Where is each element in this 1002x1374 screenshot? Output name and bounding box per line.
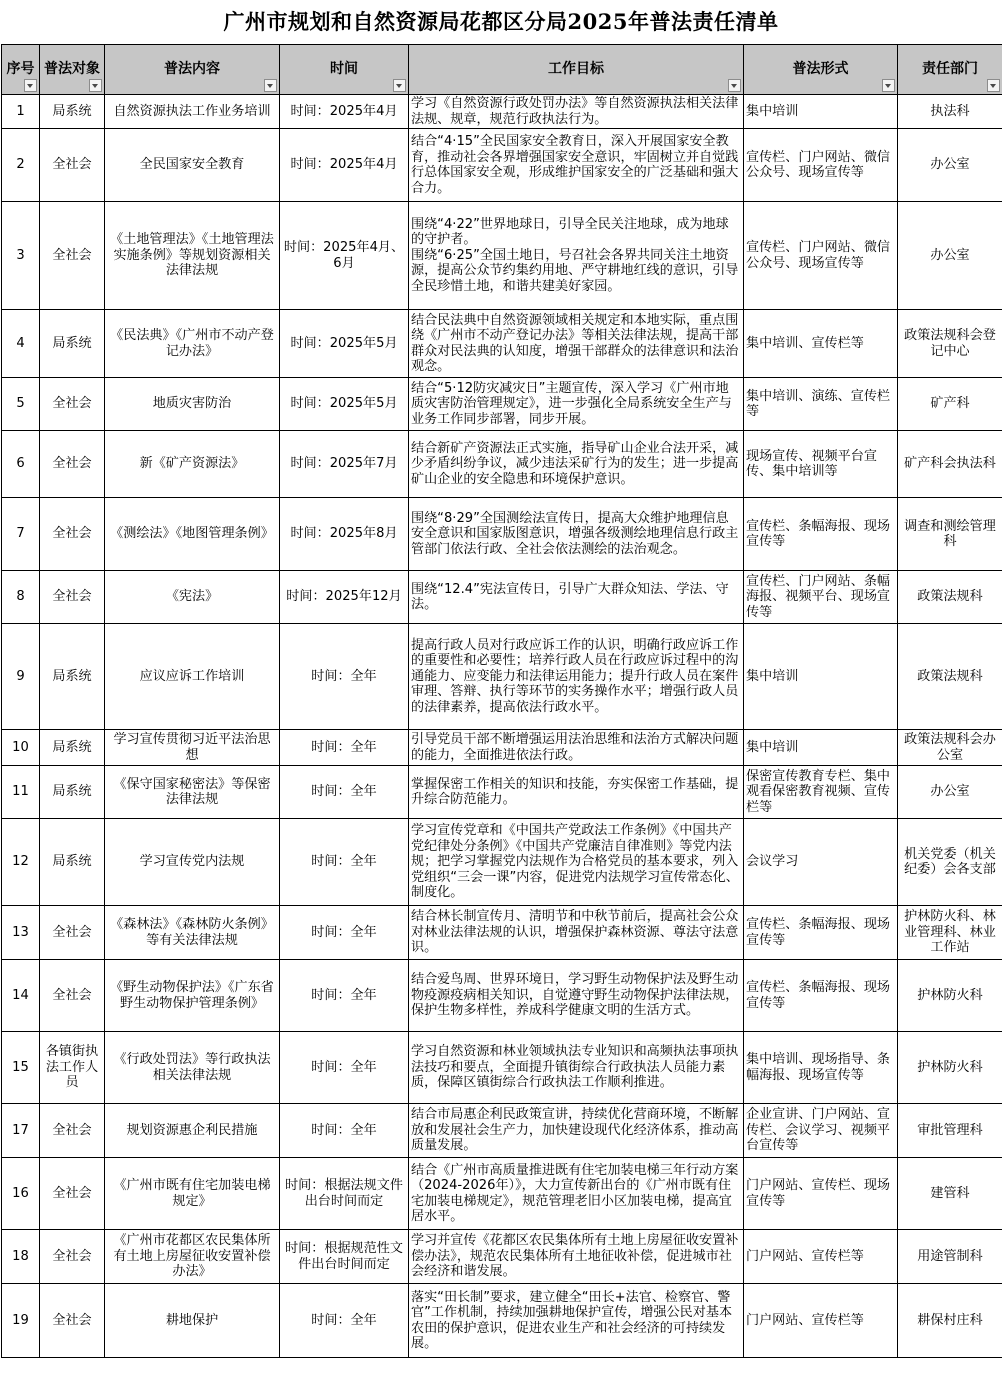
table-row [2, 960, 1002, 1032]
cell-goal: 掌握保密工作相关的知识和技能，夯实保密工作基础，提升综合防范能力。 [409, 766, 744, 819]
cell-time: 时间：全年 [280, 730, 409, 766]
cell-goal: 学习《自然资源行政处罚办法》等自然资源执法相关法律法规、规章，规范行政执法行为。 [409, 95, 744, 129]
cell-goal: 围绕“4·22”世界地球日，引导全民关注地球，成为地球的守护者。 围绕“6·25”全国土地日，号召社会各界共同关注土地资源，提高公众节约集约用地、严守耕地红线的意识，引导全民珍惜土地，和谐共建美好家园。 [409, 202, 744, 310]
cell-form: 宣传栏、门户网站、微信公众号、现场宣传等 [744, 202, 898, 310]
cell-target: 全社会 [40, 960, 105, 1032]
header-target: 普法对象 [40, 45, 105, 95]
cell-target: 全社会 [40, 906, 105, 960]
cell-form: 集中培训 [744, 730, 898, 766]
cell-dept: 办公室 [898, 766, 1002, 819]
cell-target: 局系统 [40, 624, 105, 730]
filter-dropdown-icon[interactable] [393, 79, 406, 92]
cell-goal: 结合“5·12防灾减灾日”主题宣传，深入学习《广州市地质灾害防治管理规定》，进一步强化全局系统安全生产与业务工作同步部署，同步开展。 [409, 378, 744, 431]
cell-no: 16 [2, 1158, 40, 1230]
cell-no: 14 [2, 960, 40, 1032]
cell-form: 门户网站、宣传栏等 [744, 1284, 898, 1358]
header-time: 时间 [280, 45, 409, 95]
table-body [2, 95, 1002, 1358]
cell-form: 会议学习 [744, 819, 898, 906]
cell-no: 13 [2, 906, 40, 960]
cell-no: 3 [2, 202, 40, 310]
cell-content: 新《矿产资源法》 [105, 431, 280, 498]
header-content: 普法内容 [105, 45, 280, 95]
cell-no: 11 [2, 766, 40, 819]
table-row [2, 1104, 1002, 1158]
cell-no: 18 [2, 1230, 40, 1284]
cell-no: 1 [2, 95, 40, 129]
table-row [2, 378, 1002, 431]
cell-content: 地质灾害防治 [105, 378, 280, 431]
cell-no: 17 [2, 1104, 40, 1158]
cell-dept: 审批管理科 [898, 1104, 1002, 1158]
cell-form: 宣传栏、条幅海报、现场宣传等 [744, 906, 898, 960]
cell-content: 《行政处罚法》等行政执法相关法律法规 [105, 1032, 280, 1104]
header-no: 序号 [2, 45, 40, 95]
cell-time: 时间：2025年4月 [280, 129, 409, 202]
cell-time: 时间：全年 [280, 1104, 409, 1158]
cell-dept: 执法科 [898, 95, 1002, 129]
cell-content: 《广州市花都区农民集体所有土地上房屋征收安置补偿办法》 [105, 1230, 280, 1284]
cell-time: 时间：全年 [280, 960, 409, 1032]
table-row [2, 819, 1002, 906]
table-row [2, 571, 1002, 624]
cell-time: 时间：全年 [280, 819, 409, 906]
cell-no: 9 [2, 624, 40, 730]
cell-target: 各镇街执法工作人员 [40, 1032, 105, 1104]
table-row [2, 202, 1002, 310]
cell-goal: 围绕“8·29”全国测绘法宣传日，提高大众维护地理信息安全意识和国家版图意识，增强各级测绘地理信息行政主管部门依法行政、全社会依法测绘的法治观念。 [409, 498, 744, 571]
cell-form: 门户网站、宣传栏、现场宣传等 [744, 1158, 898, 1230]
cell-form: 保密宣传教育专栏、集中观看保密教育视频、宣传栏等 [744, 766, 898, 819]
cell-form: 宣传栏、门户网站、微信公众号、现场宣传等 [744, 129, 898, 202]
cell-no: 6 [2, 431, 40, 498]
cell-time: 时间：全年 [280, 1032, 409, 1104]
cell-target: 全社会 [40, 202, 105, 310]
cell-form: 集中培训、现场指导、条幅海报、现场宣传等 [744, 1032, 898, 1104]
cell-content: 应议应诉工作培训 [105, 624, 280, 730]
cell-goal: 结合新矿产资源法正式实施，指导矿山企业合法开采，减少矛盾纠纷争议，减少违法采矿行为的发生；进一步提高矿山企业的安全隐患和环境保护意识。 [409, 431, 744, 498]
cell-goal: 结合《广州市高质量推进既有住宅加装电梯三年行动方案（2024-2026年）》，大力宣传新出台的《广州市既有住宅加装电梯规定》，规范管理老旧小区加装电梯，提高宜居水平。 [409, 1158, 744, 1230]
header-dept: 责任部门 [898, 45, 1002, 95]
header-form: 普法形式 [744, 45, 898, 95]
filter-dropdown-icon[interactable] [882, 79, 895, 92]
cell-time: 时间：2025年5月 [280, 310, 409, 378]
cell-dept: 政策法规科会办公室 [898, 730, 1002, 766]
cell-target: 局系统 [40, 310, 105, 378]
cell-form: 集中培训 [744, 624, 898, 730]
cell-form: 宣传栏、门户网站、条幅海报、视频平台、现场宣传等 [744, 571, 898, 624]
cell-content: 学习宣传党内法规 [105, 819, 280, 906]
cell-goal: 学习自然资源和林业领域执法专业知识和高频执法事项执法技巧和要点，全面提升镇街综合行政执法人员能力素质，保障区镇街综合行政执法工作顺利推进。 [409, 1032, 744, 1104]
cell-goal: 引导党员干部不断增强运用法治思维和法治方式解决问题的能力，全面推进依法行政。 [409, 730, 744, 766]
filter-dropdown-icon[interactable] [264, 79, 277, 92]
table-row [2, 498, 1002, 571]
cell-content: 《广州市既有住宅加装电梯规定》 [105, 1158, 280, 1230]
cell-goal: 结合“4·15”全民国家安全教育日，深入开展国家安全教育，推动社会各界增强国家安全意识，牢固树立并自觉践行总体国家安全观，形成维护国家安全的广泛基础和强大合力。 [409, 129, 744, 202]
cell-form: 集中培训 [744, 95, 898, 129]
cell-target: 局系统 [40, 766, 105, 819]
cell-form: 宣传栏、条幅海报、现场宣传等 [744, 960, 898, 1032]
cell-no: 5 [2, 378, 40, 431]
cell-time: 时间：全年 [280, 624, 409, 730]
cell-goal: 提高行政人员对行政应诉工作的认识，明确行政应诉工作的重要性和必要性；培养行政人员在行政应诉过程中的沟通能力、应变能力和法律运用能力；提升行政人员在案件审理、答辩、执行等环节的实务操作水平；增强行政人员的法律素养，提高依法行政水平。 [409, 624, 744, 730]
table-row [2, 906, 1002, 960]
cell-time: 时间：根据法规文件出台时间而定 [280, 1158, 409, 1230]
cell-dept: 办公室 [898, 129, 1002, 202]
table-row [2, 730, 1002, 766]
cell-form: 现场宣传、视频平台宣传、集中培训等 [744, 431, 898, 498]
filter-dropdown-icon[interactable] [24, 79, 37, 92]
cell-content: 《森林法》《森林防火条例》等有关法律法规 [105, 906, 280, 960]
cell-content: 学习宣传贯彻习近平法治思想 [105, 730, 280, 766]
cell-goal: 结合爱鸟周、世界环境日，学习野生动物保护法及野生动物疫源疫病相关知识，自觉遵守野生动物保护法律法规，保护生物多样性，养成科学健康文明的生活方式。 [409, 960, 744, 1032]
table-row [2, 95, 1002, 129]
header-goal: 工作目标 [409, 45, 744, 95]
cell-time: 时间：全年 [280, 1284, 409, 1358]
cell-goal: 结合林长制宣传月、清明节和中秋节前后，提高社会公众对林业法律法规的认识，增强保护森林资源、尊法守法意识。 [409, 906, 744, 960]
cell-target: 全社会 [40, 129, 105, 202]
cell-no: 12 [2, 819, 40, 906]
table-row [2, 431, 1002, 498]
cell-time: 时间：2025年4月、6月 [280, 202, 409, 310]
cell-no: 2 [2, 129, 40, 202]
cell-dept: 耕保村庄科 [898, 1284, 1002, 1358]
cell-target: 全社会 [40, 1284, 105, 1358]
cell-no: 7 [2, 498, 40, 571]
cell-time: 时间：根据规范性文件出台时间而定 [280, 1230, 409, 1284]
cell-time: 时间：2025年12月 [280, 571, 409, 624]
table-row [2, 624, 1002, 730]
cell-target: 局系统 [40, 819, 105, 906]
filter-dropdown-icon[interactable] [987, 79, 1000, 92]
table-row [2, 1284, 1002, 1358]
cell-target: 全社会 [40, 571, 105, 624]
table-row [2, 1230, 1002, 1284]
header-row [2, 45, 1002, 95]
cell-time: 时间：2025年7月 [280, 431, 409, 498]
cell-target: 全社会 [40, 1230, 105, 1284]
cell-no: 19 [2, 1284, 40, 1358]
cell-content: 《宪法》 [105, 571, 280, 624]
cell-goal: 学习并宣传《花都区农民集体所有土地上房屋征收安置补偿办法》，规范农民集体所有土地征收补偿，促进城市社会经济和谐发展。 [409, 1230, 744, 1284]
cell-time: 时间：2025年4月 [280, 95, 409, 129]
cell-dept: 政策法规科 [898, 571, 1002, 624]
cell-no: 10 [2, 730, 40, 766]
cell-dept: 机关党委（机关纪委）会各支部 [898, 819, 1002, 906]
cell-form: 集中培训、演练、宣传栏等 [744, 378, 898, 431]
cell-dept: 护林防火科 [898, 1032, 1002, 1104]
cell-content: 自然资源执法工作业务培训 [105, 95, 280, 129]
cell-target: 全社会 [40, 378, 105, 431]
table-row [2, 310, 1002, 378]
cell-content: 全民国家安全教育 [105, 129, 280, 202]
cell-form: 宣传栏、条幅海报、现场宣传等 [744, 498, 898, 571]
cell-target: 全社会 [40, 431, 105, 498]
filter-dropdown-icon[interactable] [89, 79, 102, 92]
cell-dept: 政策法规科 [898, 624, 1002, 730]
filter-dropdown-icon[interactable] [728, 79, 741, 92]
cell-form: 门户网站、宣传栏等 [744, 1230, 898, 1284]
cell-dept: 办公室 [898, 202, 1002, 310]
cell-time: 时间：2025年5月 [280, 378, 409, 431]
cell-dept: 调查和测绘管理科 [898, 498, 1002, 571]
cell-content: 《测绘法》《地图管理条例》 [105, 498, 280, 571]
cell-dept: 护林防火科 [898, 960, 1002, 1032]
table-row [2, 1158, 1002, 1230]
cell-dept: 矿产科 [898, 378, 1002, 431]
cell-time: 时间：全年 [280, 906, 409, 960]
cell-dept: 政策法规科会登记中心 [898, 310, 1002, 378]
responsibility-table [1, 44, 1002, 1358]
cell-content: 《保守国家秘密法》等保密法律法规 [105, 766, 280, 819]
cell-dept: 建管科 [898, 1158, 1002, 1230]
cell-no: 8 [2, 571, 40, 624]
page-title: 广州市规划和自然资源局花都区分局2025年普法责任清单 [223, 9, 779, 34]
cell-content: 规划资源惠企利民措施 [105, 1104, 280, 1158]
cell-goal: 结合民法典中自然资源领域相关规定和本地实际，重点围绕《广州市不动产登记办法》等相关法律法规，提高干部群众对民法典的认知度，增强干部群众的法律意识和法治观念。 [409, 310, 744, 378]
cell-dept: 矿产科会执法科 [898, 431, 1002, 498]
cell-target: 全社会 [40, 1158, 105, 1230]
cell-content: 《野生动物保护法》《广东省野生动物保护管理条例》 [105, 960, 280, 1032]
cell-no: 4 [2, 310, 40, 378]
cell-content: 《民法典》《广州市不动产登记办法》 [105, 310, 280, 378]
cell-form: 企业宣讲、门户网站、宣传栏、会议学习、视频平台宣传等 [744, 1104, 898, 1158]
cell-no: 15 [2, 1032, 40, 1104]
cell-content: 《土地管理法》《土地管理法实施条例》等规划资源相关法律法规 [105, 202, 280, 310]
cell-goal: 学习宣传党章和《中国共产党政法工作条例》《中国共产党纪律处分条例》《中国共产党廉洁自律准则》等党内法规；把学习掌握党内法规作为合格党员的基本要求，列入党组织“三会一课”内容，促进党内法规学习宣传常态化、制度化。 [409, 819, 744, 906]
cell-target: 局系统 [40, 730, 105, 766]
cell-form: 集中培训、宣传栏等 [744, 310, 898, 378]
cell-target: 全社会 [40, 498, 105, 571]
cell-goal: 落实“田长制”要求，建立健全“田长+法官、检察官、警官”工作机制，持续加强耕地保护宣传，增强公民对基本农田的保护意识，促进农业生产和社会经济的可持续发展。 [409, 1284, 744, 1358]
table-row [2, 1032, 1002, 1104]
table-row [2, 766, 1002, 819]
cell-goal: 结合市局惠企利民政策宣讲，持续优化营商环境，不断解放和发展社会生产力，加快建设现代化经济体系，推动高质量发展。 [409, 1104, 744, 1158]
cell-goal: 围绕“12.4”宪法宣传日，引导广大群众知法、学法、守法。 [409, 571, 744, 624]
cell-content: 耕地保护 [105, 1284, 280, 1358]
cell-dept: 护林防火科、林业管理科、林业工作站 [898, 906, 1002, 960]
cell-time: 时间：2025年8月 [280, 498, 409, 571]
cell-target: 局系统 [40, 95, 105, 129]
cell-target: 全社会 [40, 1104, 105, 1158]
table-row [2, 129, 1002, 202]
cell-dept: 用途管制科 [898, 1230, 1002, 1284]
cell-time: 时间：全年 [280, 766, 409, 819]
